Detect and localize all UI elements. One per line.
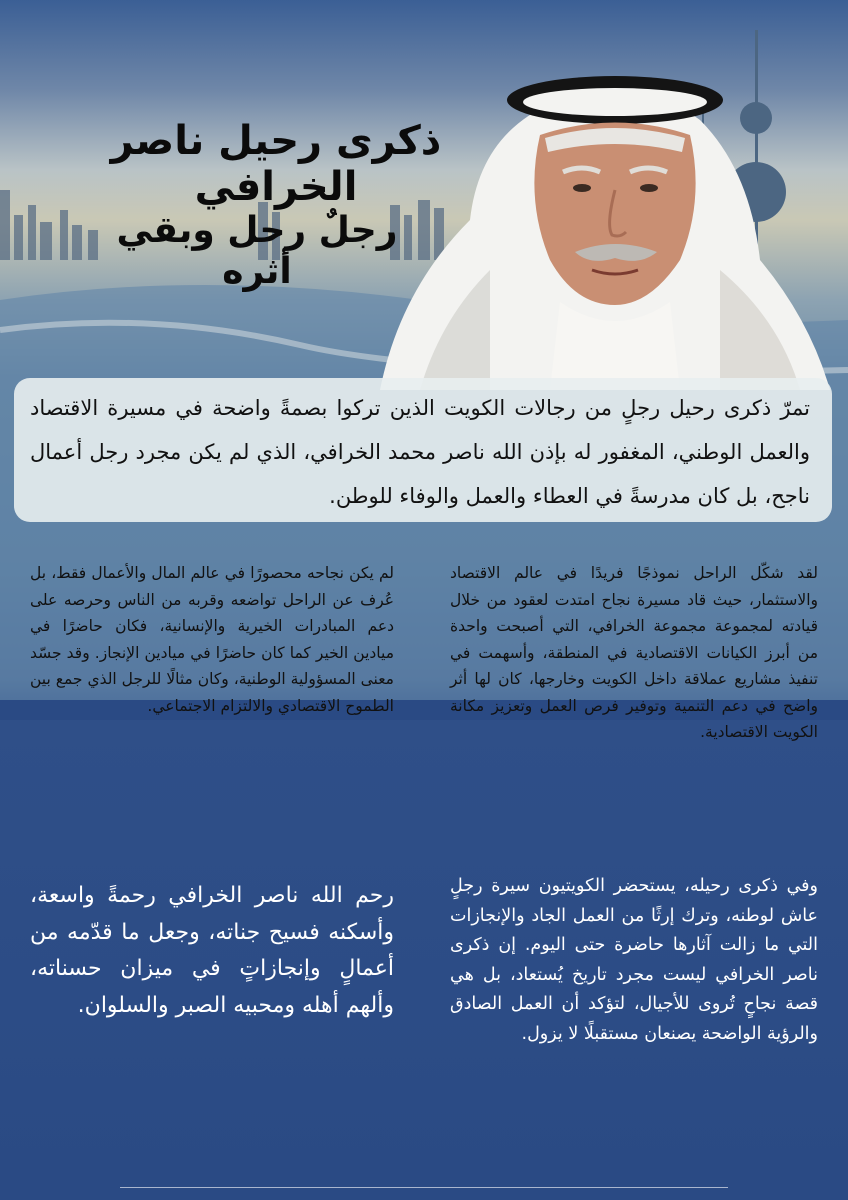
portrait-photo [360, 40, 830, 390]
intro-text: تمرّ ذكرى رحيل رجلٍ من رجالات الكويت الذين تركوا بصمةً واضحة في مسيرة الاقتصاد والعمل الوطني، المغفور له بإذن الله ناصر محمد الخرافي، الذي لم يكن مجرد رجل أعمال ناجح، بل كان مدرسةً في العطاء والعمل والوفاء للوطن. [30, 396, 810, 508]
footer-divider [120, 1187, 728, 1188]
paragraph-prayer: رحم الله ناصر الخرافي رحمةً واسعة، وأسكنه فسيح جناته، وجعل ما قدّمه من أعمالٍ وإنجازاتٍ في ميزان حسناته، وألهم أهله ومحبيه الصبر والسلوان. [30, 883, 394, 1018]
paragraph-legacy: وفي ذكرى رحيله، يستحضر الكويتيون سيرة رجلٍ عاش لوطنه، وترك إرثًا من العمل الجاد والإنجازات التي ما زالت آثارها حاضرة حتى اليوم. إن ذكرى ناصر الخرافي ليست مجرد تاريخ يُستعاد، بل هي قصة نجاحٍ تُروى للأجيال، لتؤكد أن العمل الصادق والرؤية الواضحة يصنعان مستقبلًا لا يزول. [450, 876, 818, 1044]
title-line-2: رجلٌ رحل وبقي أثره [116, 210, 398, 292]
intro-box [14, 378, 832, 522]
paragraph-career: لقد شكّل الراحل نموذجًا فريدًا في عالم الاقتصاد والاستثمار، حيث قاد مسيرة نجاح امتدت لعقود من خلال قيادته لمجموعة مجموعة الخرافي، التي أصبحت واحدة من أبرز الكيانات الاقتصادية في المنطقة، وأسهمت في تنفيذ مشاريع عملاقة داخل الكويت وخارجها، كان لها أثر واضح في دعم التنمية وتوفير فرص العمل وتعزيز مكانة الكويت الاقتصادية. [450, 564, 818, 741]
title-line-1: ذكرى رحيل ناصر الخرافي [110, 118, 442, 210]
paragraph-humanity: لم يكن نجاحه محصورًا في عالم المال والأعمال فقط، بل عُرف عن الراحل تواضعه وقربه من الناس وحرصه على دعم المبادرات الخيرية والإنسانية، فكان حاضرًا في ميادين الخير كما كان حاضرًا في ميادين الإنجاز. وقد جسّد معنى المسؤولية الوطنية، وكان مثالًا للرجل الذي جمع بين الطموح الاقتصادي والالتزام الاجتماعي. [30, 564, 394, 715]
